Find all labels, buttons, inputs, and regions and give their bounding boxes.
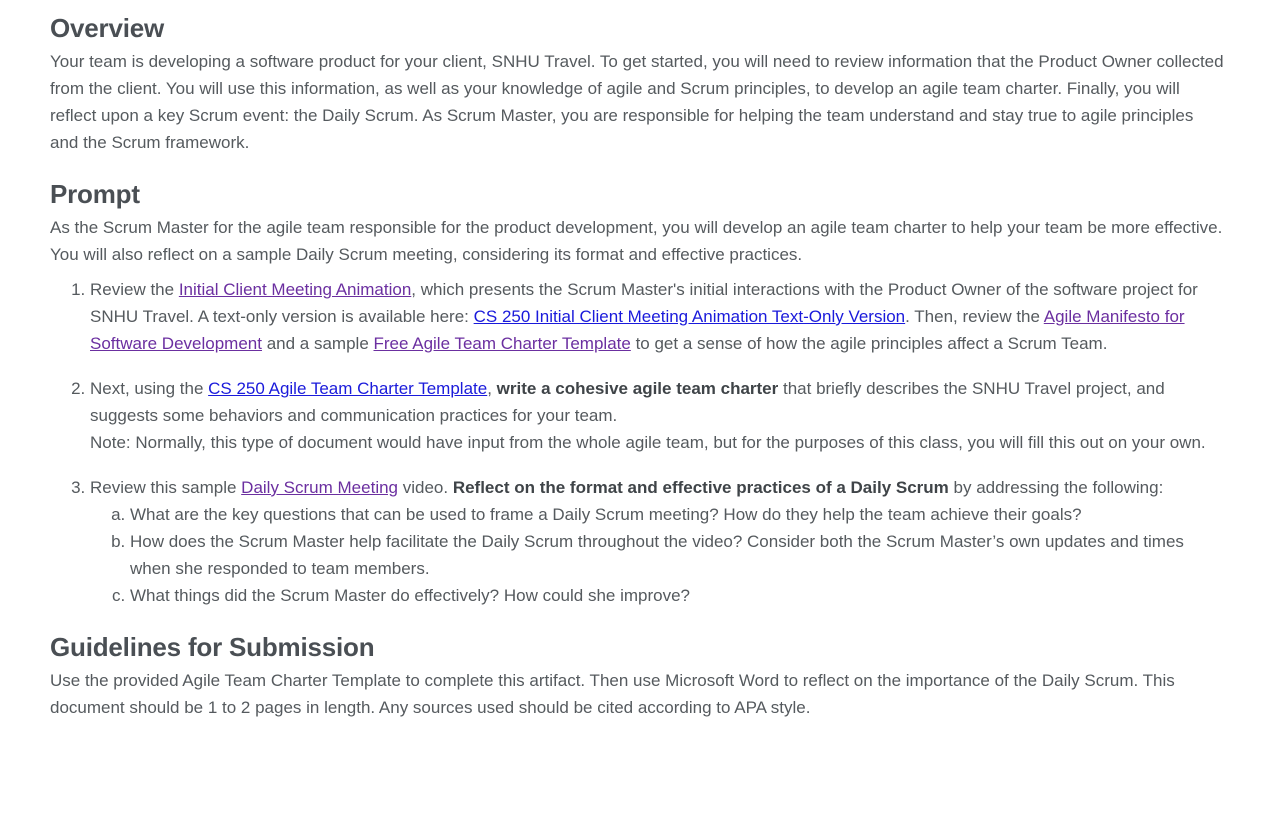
step-1-text: , which presents the Scrum Master's initial interactions with the Product Owner of the software project for SNHU Travel. A text-only version is available here: — [90, 280, 1198, 326]
daily-scrum-meeting-link[interactable]: Daily Scrum Meeting — [241, 478, 398, 497]
guidelines-section — [50, 627, 1225, 721]
step-3-text: by addressing the following: — [948, 478, 1164, 497]
overview-heading: Overview — [50, 13, 165, 43]
step-2-bold: write a cohesive agile team charter — [496, 379, 779, 398]
step-1-text: and a sample — [261, 334, 374, 353]
guidelines-heading: Guidelines for Submission — [50, 632, 375, 662]
step-2 — [90, 375, 1225, 456]
step-3-bold: Reflect on the format and effective practices of a Daily Scrum — [452, 478, 949, 497]
sub-item-a: a. What are the key questions that can be used to frame a Daily Scrum meeting? How do they help the team achieve their goals? — [130, 501, 1225, 528]
prompt-heading: Prompt — [50, 179, 140, 209]
prompt-intro: As the Scrum Master for the agile team responsible for the product development, you will develop an agile team charter to help your team be more effective. You will also reflect on a sample Daily Scrum meeting, considering its format and effective practices. — [50, 218, 1223, 264]
initial-client-meeting-animation-link[interactable]: Initial Client Meeting Animation — [178, 280, 412, 299]
prompt-steps-list — [50, 276, 1225, 609]
step-2-text: , — [487, 379, 497, 398]
guidelines-text: Use the provided Agile Team Charter Template to complete this artifact. Then use Microsoft Word to reflect on the importance of the Daily Scrum. This document should be 1 to 2 pages in length. Any sources used should be cited according to APA style. — [50, 671, 1175, 717]
step-1 — [90, 276, 1225, 357]
step-2-note: Note: Normally, this type of document would have input from the whole agile team, but for the purposes of this class, you will fill this out on your own. — [90, 433, 1206, 452]
step-3-text: video. — [398, 478, 453, 497]
step-1-text: . Then, review the — [905, 307, 1044, 326]
sub-item-b: b. How does the Scrum Master help facilitate the Daily Scrum throughout the video? Consider both the Scrum Master’s own updates and times when she responded to team members. — [130, 528, 1225, 582]
sub-item-c: c. What things did the Scrum Master do effectively? How could she improve? — [130, 582, 1225, 609]
overview-text: Your team is developing a software product for your client, SNHU Travel. To get started, you will need to review information that the Product Owner collected from the client. You will use this information, as well as your knowledge of agile and Scrum principles, to develop an agile team charter. Finally, you will reflect upon a key Scrum event: the Daily Scrum. As Scrum Master, you are responsible for helping the team understand and stay true to agile principles and the Scrum framework. — [50, 52, 1224, 152]
cs250-agile-team-charter-template-link[interactable]: CS 250 Agile Team Charter Template — [208, 379, 488, 398]
step-3-text: Review this sample — [90, 478, 242, 497]
overview-section — [50, 8, 1225, 156]
agile-manifesto-link[interactable]: Agile Manifesto for Software Development — [90, 307, 1185, 353]
step-1-text: Review the — [90, 280, 179, 299]
step-3-sublist — [90, 501, 1225, 609]
step-2-text: that briefly describes the SNHU Travel project, and suggests some behaviors and communication practices for your team. — [90, 379, 1165, 425]
step-2-text: Next, using the — [90, 379, 209, 398]
text-only-version-link[interactable]: CS 250 Initial Client Meeting Animation Text-Only Version — [473, 307, 906, 326]
prompt-section — [50, 174, 1225, 609]
step-3 — [90, 474, 1225, 609]
step-1-text: to get a sense of how the agile principles affect a Scrum Team. — [630, 334, 1108, 353]
free-agile-team-charter-template-link[interactable]: Free Agile Team Charter Template — [373, 334, 631, 353]
